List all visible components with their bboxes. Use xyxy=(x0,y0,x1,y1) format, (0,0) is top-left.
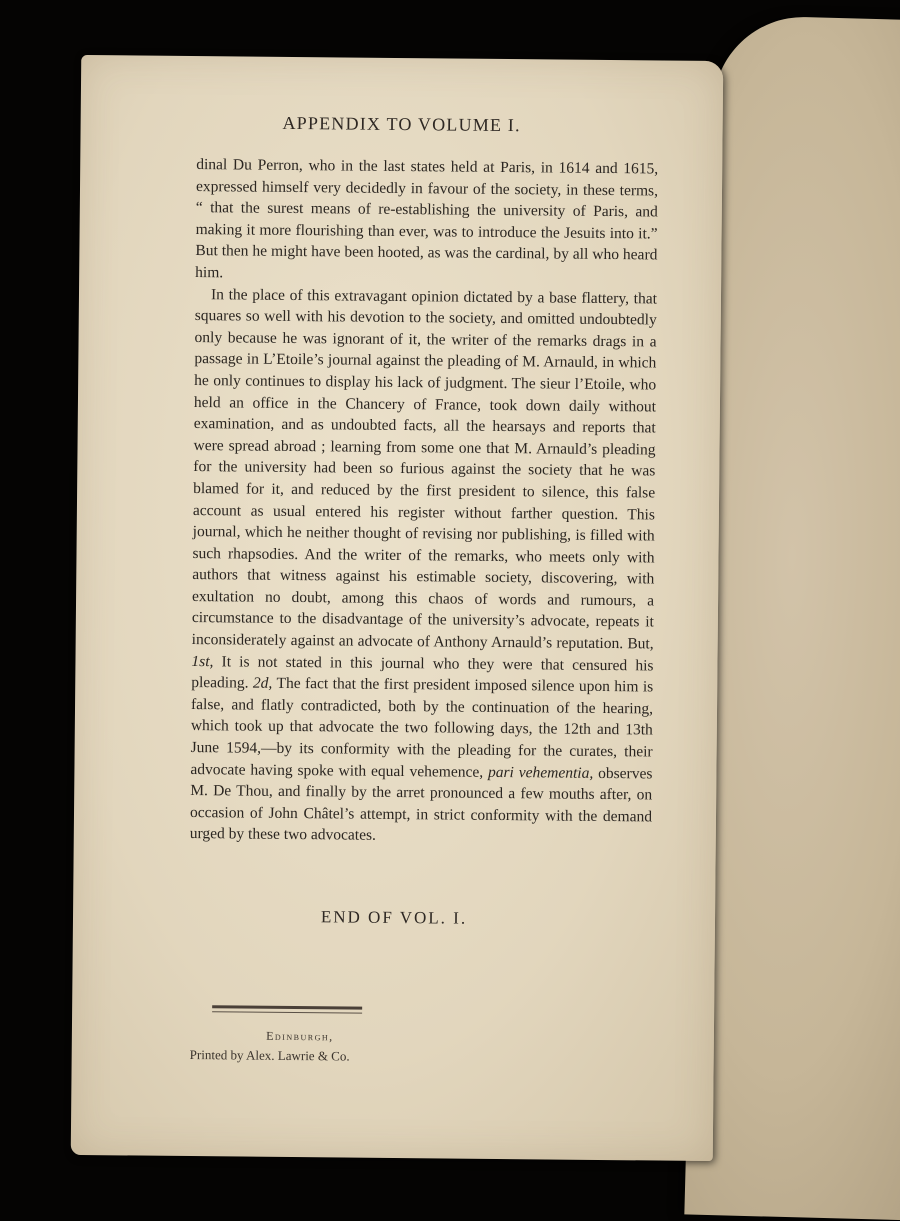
paragraph-2-start: In the place of this extravagant opinion dictated by a base flattery, that squares so well with his devotion to the society, and omitted undoubtedly only because he was ignorant of it, the writer of the remarks drags in a passage in L’Etoile’s journal against the pleading of M. Arnauld, in which he only continues to display his lack of judgment. The sieur l’Etoile, who held an office in the Chancery of France, took down daily without examination, and as undoubted facts, all the hearsays and reports that were spread abroad ; learning from some one that M. Arnauld’s pleading for the university had been so furious against the society that he was blamed for it, and reduced by the first president to silence, this false account as usual entered his register without farther question. This journal, which he neither thought of revising nor publishing, is filled with such rhapsodies. And the writer of the remarks, who meets only with authors that witness against his estimable society, discovering, with exultation no doubt, among this chaos of words and rumours, a circumstance to the disadvantage of the university’s advocate, repeats it inconsiderately against an advocate of Anthony Arnauld’s reputation. But, xyxy=(191,285,658,653)
ordinal-first: 1st, xyxy=(191,652,214,670)
body-text xyxy=(190,154,659,849)
imprint-rule xyxy=(212,1005,362,1009)
paragraph-2-seg1: It is not stated in this journal who they were that censured his pleading. xyxy=(191,652,654,692)
paragraph-2-seg2: The fact that the first president imposed silence upon him is false, and flatly contradicted, both by the continuation of the hearing, which took up that advocate the two following days, the 12th and 13th June 1594,—by its conformity with the pleading for the curates, their advocate having spoke with equal vehemence, xyxy=(190,675,654,781)
printer-imprint xyxy=(190,1026,410,1066)
paragraph-1: dinal Du Perron, who in the last states held at Paris, in 1614 and 1615, expressed himself very decidedly in favour of the society, in these terms, “ that the surest means of re-establishing the university of Paris, and making it more flourishing than ever, was to introduce the Jesuits into it.” But then he might have been hooted, as was the cardinal, by all who heard him. xyxy=(195,156,659,282)
latin-phrase: pari vehementia, xyxy=(487,763,594,782)
ordinal-second: 2d, xyxy=(252,674,273,693)
paragraph-2-seg3: observes M. De Thou, and finally by the arret pronounced a few mouths after, on occasion of John Châtel’s attempt, in strict conformity with the demand urged by these two advocates. xyxy=(189,764,653,845)
imprint-printer: Printed by Alex. Lawrie & Co. xyxy=(189,1047,350,1064)
imprint-rule-thin xyxy=(212,1011,362,1013)
book-page xyxy=(71,55,724,1161)
running-head: APPENDIX TO VOLUME I. xyxy=(282,112,521,136)
paragraph-2 xyxy=(190,284,657,850)
imprint-city: Edinburgh, xyxy=(266,1028,334,1044)
end-of-volume-mark: END OF VOL. I. xyxy=(320,907,468,928)
